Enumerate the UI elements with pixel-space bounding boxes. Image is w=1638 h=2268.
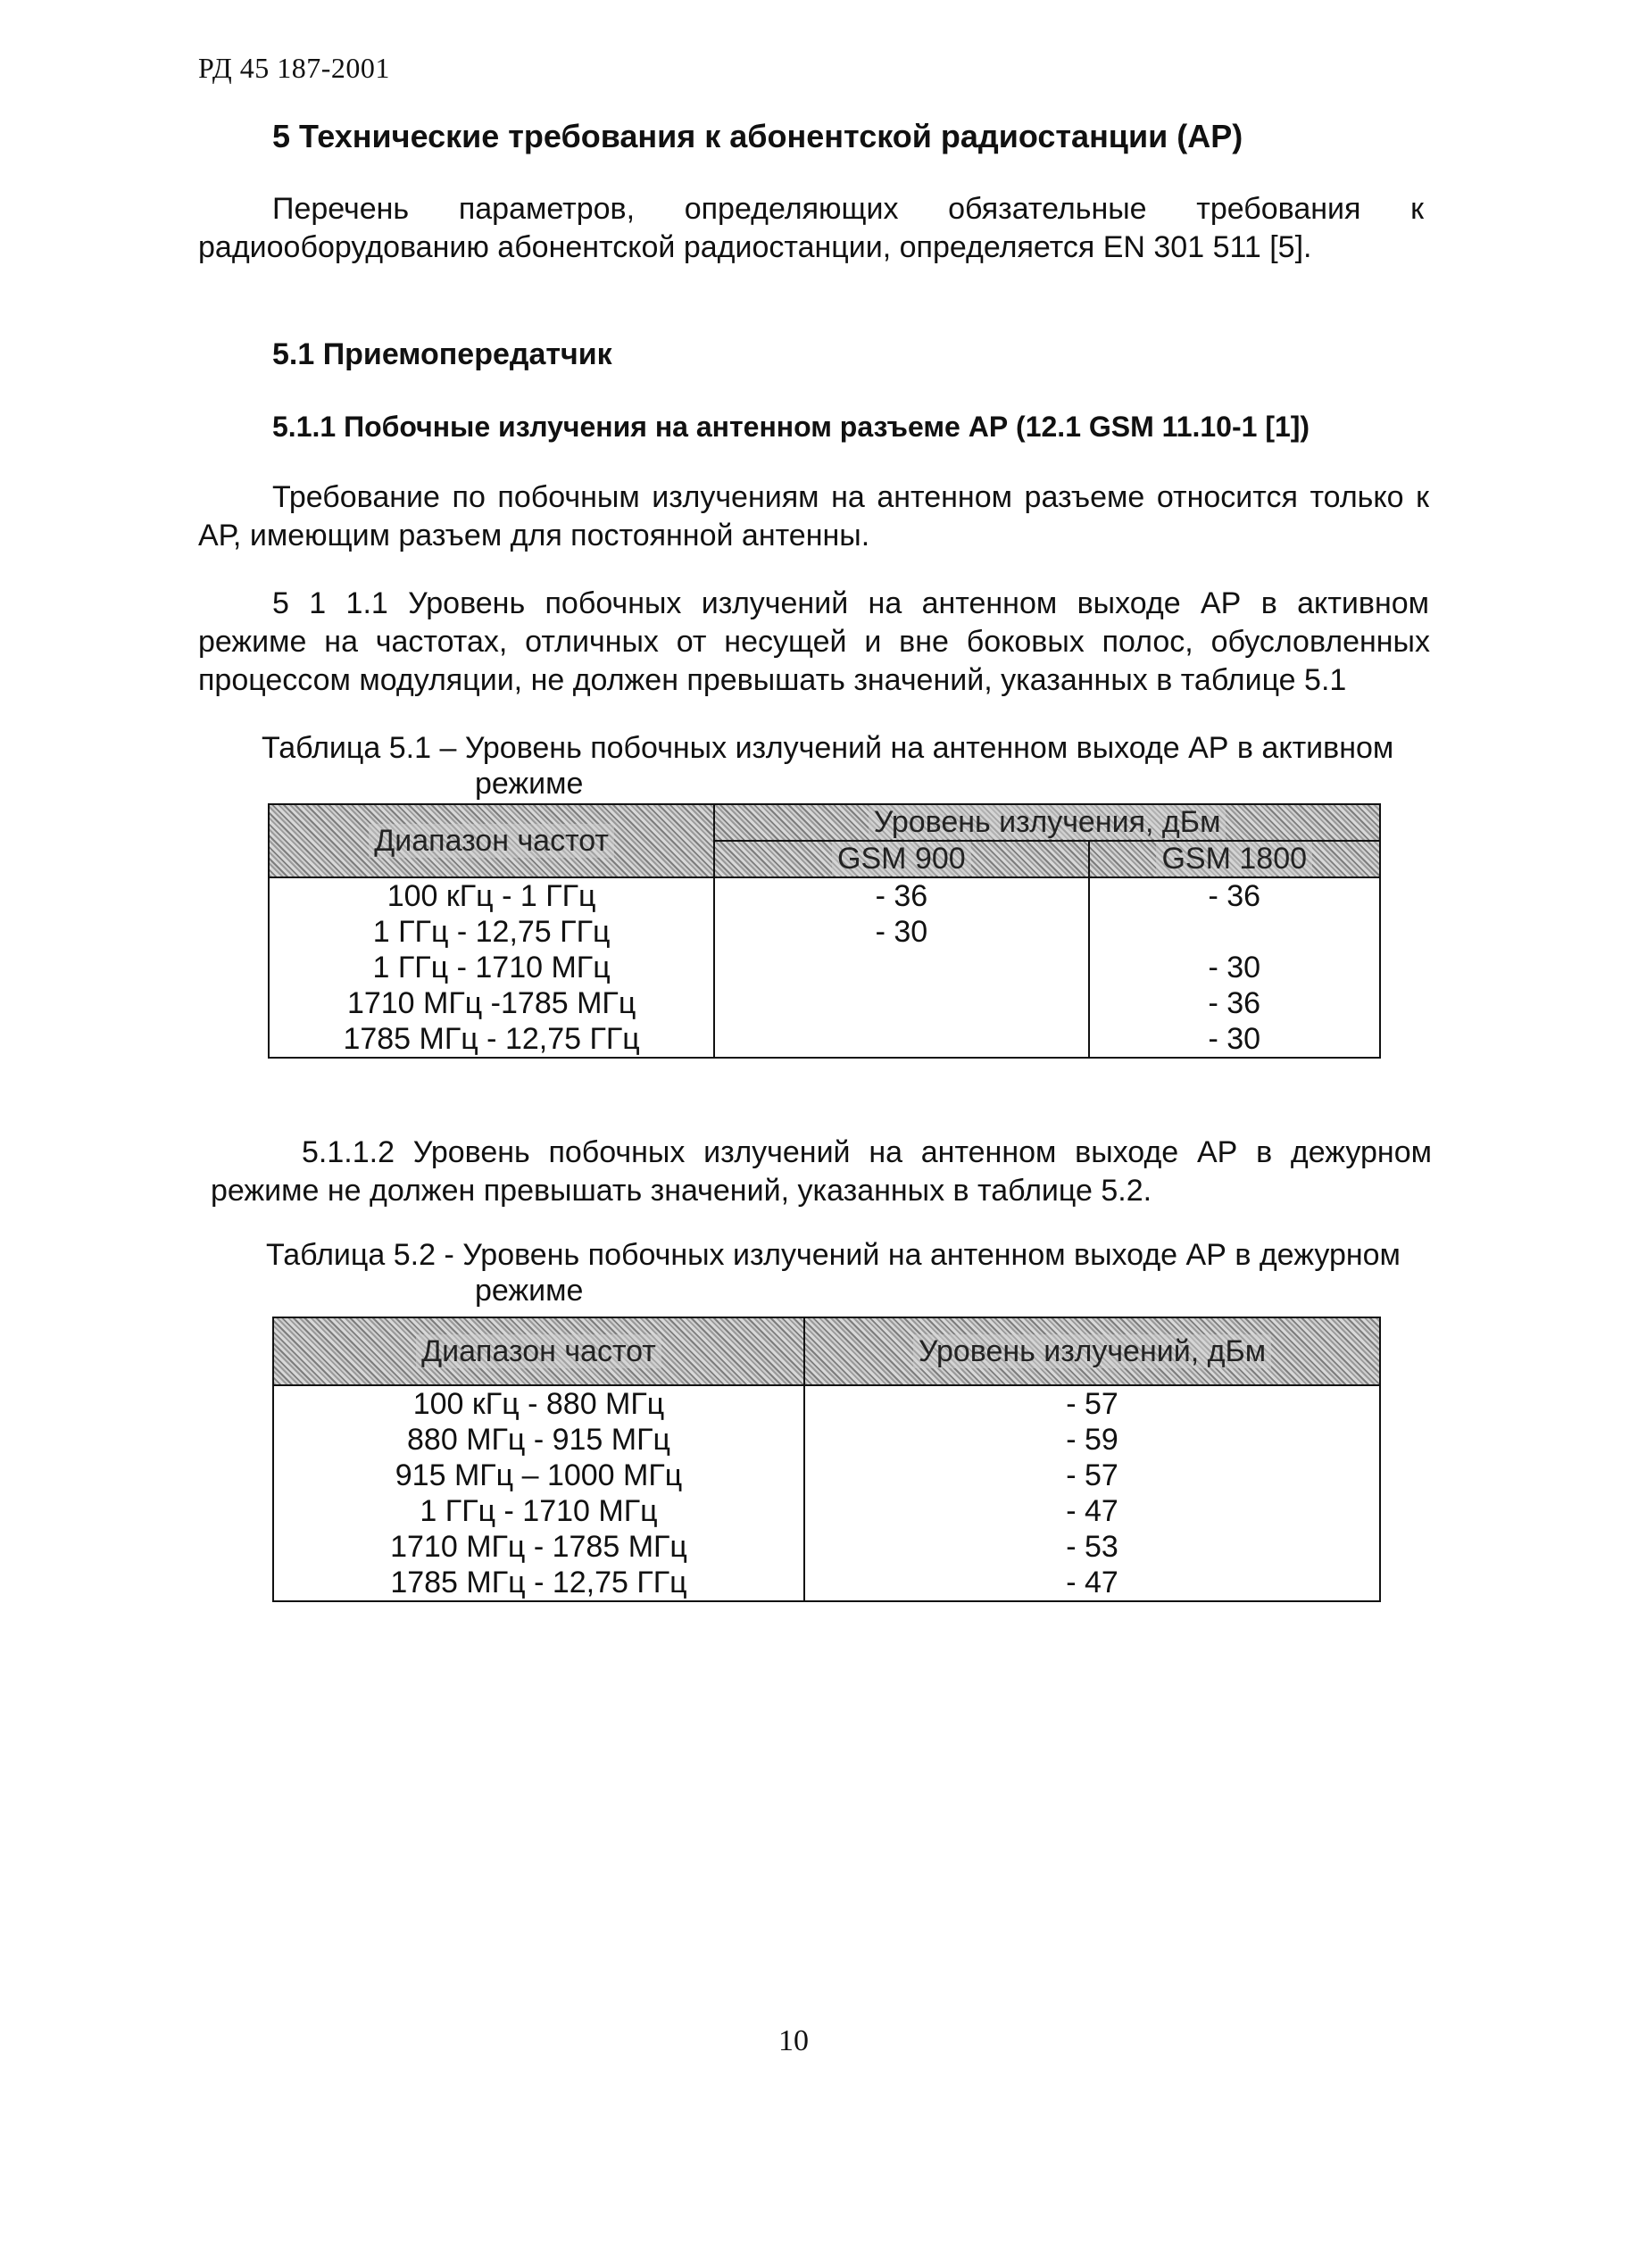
table-5-2-header-range: Диапазон частот <box>273 1317 804 1385</box>
table-5-2-range-cell: 100 кГц - 880 МГц 880 МГц - 915 МГц 915 МГц – 1000 МГц 1 ГГц - 1710 МГц 1710 МГц - 1785 МГц 1785 МГц - 12,75 ГГц <box>273 1385 804 1601</box>
requirement-line1: Требование по побочным излучениям на антенном разъеме относится только к <box>272 480 1429 514</box>
para-5-1-1-1-line1: 5 1 1.1 Уровень побочных излучений на антенном выходе АР в активном <box>272 586 1429 620</box>
table-5-1-range-cell: 100 кГц - 1 ГГц 1 ГГц - 12,75 ГГц 1 ГГц - 1710 МГц 1710 МГц -1785 МГц 1785 МГц - 12,75 ГГц <box>269 877 714 1058</box>
para-5-1-1-1-line2: режиме на частотах, отличных от несущей и вне боковых полос, обусловленных <box>198 625 1430 659</box>
para-5-1-1-1-line3: процессом модуляции, не должен превышать значений, указанных в таблице 5.1 <box>198 663 1347 697</box>
table-5-2-level-cell: - 57 - 59 - 57 - 47 - 53 - 47 <box>804 1385 1380 1601</box>
table-row <box>273 1385 1380 1601</box>
section-5-title: 5 Технические требования к абонентской радиостанции (АР) <box>272 118 1243 154</box>
table-5-1-caption-line1: Таблица 5.1 – Уровень побочных излучений на антенном выходе АР в активном <box>262 731 1394 765</box>
table-5-1-header-range: Диапазон частот <box>269 804 714 877</box>
para-5-1-1-2-line1: 5.1.1.2 Уровень побочных излучений на антенном выходе АР в дежурном <box>302 1135 1432 1169</box>
para-5-1-1-2-line2: режиме не должен превышать значений, указанных в таблице 5.2. <box>211 1174 1152 1208</box>
table-5-2-header-level: Уровень излучений, дБм <box>804 1317 1380 1385</box>
table-5-2 <box>272 1317 1381 1602</box>
table-5-1-header-gsm900: GSM 900 <box>714 841 1088 877</box>
section-5-1-1-title: 5.1.1 Побочные излучения на антенном разъеме АР (12.1 GSM 11.10-1 [1]) <box>272 411 1310 443</box>
requirement-line2: АР, имеющим разъем для постоянной антенны. <box>198 519 870 552</box>
section-5-1-title: 5.1 Приемопередатчик <box>272 337 612 371</box>
table-row <box>269 877 1380 1058</box>
table-5-1-header-gsm1800: GSM 1800 <box>1089 841 1381 877</box>
document-code: РД 45 187-2001 <box>198 52 390 84</box>
table-5-1-gsm1800-cell: - 36 - 30 - 36 - 30 <box>1089 877 1381 1058</box>
table-5-2-caption-line1: Таблица 5.2 - Уровень побочных излучений на антенном выходе АР в дежурном <box>266 1238 1401 1272</box>
table-5-1-caption-line2: режиме <box>475 767 584 801</box>
page-number: 10 <box>778 2024 809 2057</box>
section-5-intro-line2: радиооборудованию абонентской радиостанции, определяется EN 301 511 [5]. <box>198 230 1312 264</box>
table-5-1 <box>268 803 1381 1059</box>
table-5-2-caption-line2: режиме <box>475 1274 584 1308</box>
table-5-1-gsm900-cell: - 36 - 30 <box>714 877 1088 1058</box>
section-5-intro-line1: Перечень параметров, определяющих обязательные требования к <box>272 192 1424 226</box>
table-5-1-header-level: Уровень излучения, дБм <box>714 804 1380 841</box>
